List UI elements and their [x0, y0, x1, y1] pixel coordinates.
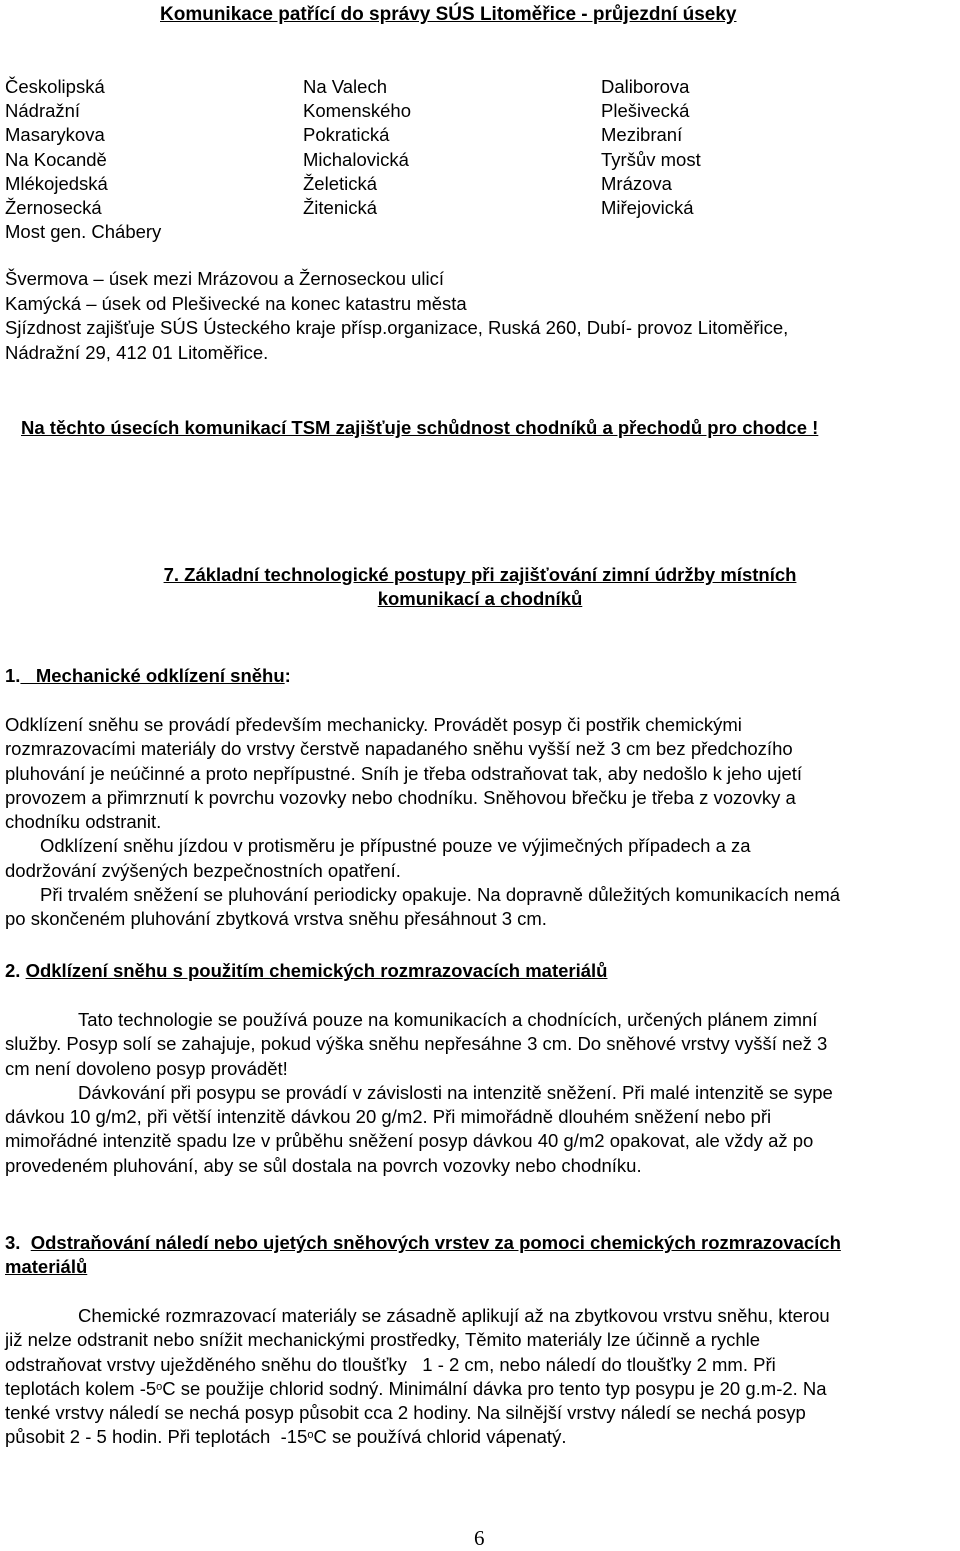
- body-line: pluhování je neúčinné a proto nepřípustné. Sníh je třeba odstraňovat tak, aby nedošlo k jeho ujetí: [5, 762, 803, 784]
- section-2-heading: [5, 960, 607, 982]
- note-line: Kamýcká – úsek od Plešivecké na konec katastru města: [5, 292, 467, 314]
- note-line: Švermova – úsek mezi Mrázovou a Žernoseckou ulicí: [5, 268, 445, 289]
- street-item: Daliborova: [601, 76, 690, 97]
- body-line: rozmrazovacími materiály do vrstvy čerstvě napadaného sněhu vyšší než 3 cm bez předchozího: [5, 738, 793, 760]
- body-line: [5, 1425, 955, 1449]
- body-text: teplotách kolem -5: [5, 1377, 157, 1399]
- section-number: 2.: [5, 960, 21, 981]
- body-line: cm není dovoleno posyp provádět!: [5, 1057, 288, 1079]
- chapter-title-line: 7. Základní technologické postupy při zajišťování zimní údržby místních: [163, 564, 797, 585]
- section-1-heading: [5, 665, 291, 687]
- body-line: Tato technologie se používá pouze na komunikacích a chodnících, určených plánem zimní: [78, 1009, 818, 1030]
- street-item: Mlékojedská: [5, 172, 108, 194]
- body-line: dávkou 10 g/m2, při větší intenzitě dávkou 20 g/m2. Při mimořádně dlouhém sněžení nebo při: [5, 1106, 772, 1128]
- note-line: Nádražní 29, 412 01 Litoměřice.: [5, 341, 269, 363]
- body-line: odstraňovat vrstvy uježděného sněhu do tloušťky 1 - 2 cm, nebo náledí do tloušťky 2 mm. Při: [5, 1353, 776, 1375]
- body-line: chodníku odstranit.: [5, 811, 162, 833]
- body-line: mimořádné intenzitě spadu lze v průběhu sněžení posyp dávkou 40 g/m2 opakovat, ale vždy až po: [5, 1130, 814, 1152]
- body-line: provedeném pluhování, aby se sůl dostala na povrch vozovky nebo chodníku.: [5, 1154, 642, 1176]
- section-heading-text: materiálů: [5, 1256, 88, 1277]
- section-heading-text: Mechanické odklízení sněhu: [20, 665, 285, 686]
- section-number: 3.: [5, 1232, 21, 1253]
- body-line: již nelze odstranit nebo snížit mechanickými prostředky, Těmito materiály lze účinně a rychle: [5, 1329, 761, 1351]
- body-line: Odklízení sněhu se provádí především mechanicky. Provádět posyp či postřik chemickými: [5, 714, 742, 735]
- body-text: C se používá chlorid vápenatý.: [313, 1426, 567, 1448]
- section-heading-text: Odstraňování náledí nebo ujetých sněhových vrstev za pomoci chemických rozmrazovacích: [30, 1232, 841, 1253]
- street-item: Miřejovická: [601, 197, 694, 219]
- body-line: Odklízení sněhu jízdou v protisměru je přípustné pouze ve výjimečných případech a za: [40, 835, 751, 857]
- street-item: Pokratická: [303, 124, 390, 146]
- street-item: Mrázova: [601, 172, 672, 194]
- body-line: Dávkování při posypu se provádí v závislosti na intenzitě sněžení. Při malé intenzitě se sype: [78, 1081, 833, 1103]
- page-header-title: Komunikace patřící do správy SÚS Litoměřice - průjezdní úseky: [160, 4, 737, 25]
- street-column-1: [5, 75, 161, 244]
- street-item: Na Valech: [303, 76, 387, 97]
- street-item: Masarykova: [5, 124, 105, 146]
- section-heading-colon: :: [284, 665, 291, 686]
- section-number: 1.: [5, 665, 21, 686]
- body-text: působit 2 - 5 hodin. Při teplotách -15: [5, 1426, 308, 1448]
- body-line: služby. Posyp solí se zahajuje, pokud výška sněhu nepřesáhne 3 cm. Do sněhové vrstvy vyšší než 3: [5, 1033, 828, 1055]
- degree-superscript: o: [156, 1380, 163, 1393]
- note-line: Sjízdnost zajišťuje SÚS Ústeckého kraje přísp.organizace, Ruská 260, Dubí- provoz Litoměřice,: [5, 317, 789, 339]
- street-column-2: [303, 75, 411, 220]
- street-column-3: [601, 75, 701, 220]
- street-item: Nádražní: [5, 100, 81, 122]
- section-3-heading: [5, 1231, 841, 1279]
- body-line: dodržování zvýšených bezpečnostních opatření.: [5, 859, 401, 881]
- body-line: provozem a přimrznutí k povrchu vozovky nebo chodníku. Sněhovou břečku je třeba z vozovky a: [5, 786, 796, 808]
- body-line: Při trvalém sněžení se pluhování periodicky opakuje. Na dopravně důležitých komunikacích nemá: [40, 884, 841, 906]
- street-item: Most gen. Chábery: [5, 221, 162, 243]
- body-line: po skončeném pluhování zbytková vrstva sněhu přesáhnout 3 cm.: [5, 908, 547, 930]
- chapter-title-line: komunikací a chodníků: [377, 588, 583, 609]
- street-item: Tyršův most: [601, 148, 701, 170]
- notes-block: [5, 267, 955, 365]
- section-1-body: [5, 713, 955, 932]
- street-item: Komenského: [303, 100, 411, 122]
- street-item: Žernosecká: [5, 197, 102, 219]
- street-item: Žitenická: [303, 197, 378, 219]
- section-3-body: [5, 1304, 955, 1450]
- body-line: Chemické rozmrazovací materiály se zásadně aplikují až na zbytkovou vrstvu sněhu, kterou: [78, 1305, 830, 1326]
- tsm-notice: Na těchto úsecích komunikací TSM zajišťuje schůdnost chodníků a přechodů pro chodce !: [21, 417, 819, 438]
- street-item: Michalovická: [303, 148, 409, 170]
- degree-superscript: o: [307, 1429, 314, 1442]
- body-text: C se použije chlorid sodný. Minimální dávka pro tento typ posypu je 20 g.m-2. Na: [162, 1377, 827, 1399]
- page-number: 6: [474, 1526, 485, 1550]
- body-line: tenké vrstvy náledí se nechá posyp působit cca 2 hodiny. Na silnější vrstvy náledí se nechá posyp: [5, 1402, 806, 1424]
- section-2-body: [5, 1008, 955, 1178]
- street-item: Na Kocandě: [5, 148, 107, 170]
- street-item: Plešivecká: [601, 100, 690, 122]
- chapter-title: [120, 563, 840, 611]
- street-item: Českolipská: [5, 76, 105, 97]
- body-line: [5, 1377, 955, 1401]
- section-heading-text: Odklízení sněhu s použitím chemických rozmrazovacích materiálů: [25, 960, 608, 981]
- street-item: Želetická: [303, 172, 378, 194]
- street-item: Mezibraní: [601, 124, 683, 146]
